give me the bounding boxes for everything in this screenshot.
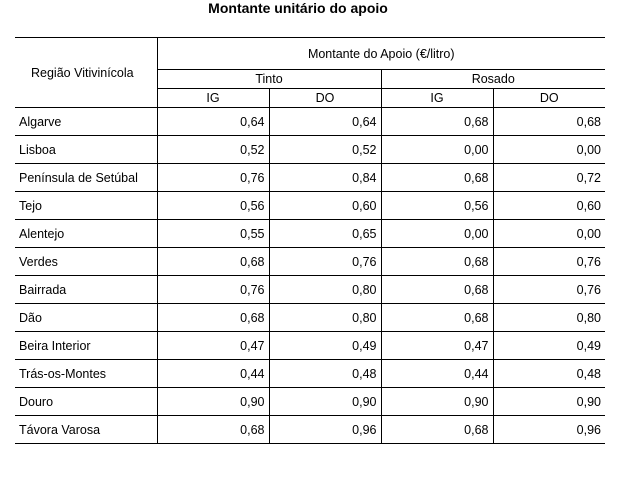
value-cell: 0,80 (269, 304, 381, 332)
table-row (15, 192, 605, 220)
value-cell: 0,47 (381, 332, 493, 360)
region-cell: Bairrada (15, 276, 157, 304)
value-cell: 0,68 (157, 304, 269, 332)
table-row (15, 136, 605, 164)
subcolumn-header-rosado-ig: IG (381, 89, 493, 108)
table-row (15, 332, 605, 360)
region-cell: Dão (15, 304, 157, 332)
value-cell: 0,90 (157, 388, 269, 416)
value-cell: 0,00 (381, 220, 493, 248)
table-row (15, 220, 605, 248)
value-cell: 0,84 (269, 164, 381, 192)
value-cell: 0,56 (381, 192, 493, 220)
value-cell: 0,80 (269, 276, 381, 304)
value-cell: 0,44 (381, 360, 493, 388)
value-cell: 0,96 (269, 416, 381, 444)
subcolumn-header-tinto-do: DO (269, 89, 381, 108)
value-cell: 0,55 (157, 220, 269, 248)
value-cell: 0,76 (157, 276, 269, 304)
group-header-tinto: Tinto (157, 70, 381, 89)
subcolumn-header-rosado-do: DO (493, 89, 605, 108)
value-cell: 0,64 (269, 108, 381, 136)
region-column-header: Região Vitivinícola (15, 38, 157, 108)
value-cell: 0,00 (381, 136, 493, 164)
value-cell: 0,80 (493, 304, 605, 332)
table-row (15, 360, 605, 388)
table-row (15, 304, 605, 332)
value-cell: 0,68 (381, 108, 493, 136)
amount-column-header: Montante do Apoio (€/litro) (157, 38, 605, 70)
value-cell: 0,76 (269, 248, 381, 276)
value-cell: 0,49 (269, 332, 381, 360)
value-cell: 0,60 (493, 192, 605, 220)
region-cell: Lisboa (15, 136, 157, 164)
support-amount-table (15, 37, 605, 444)
value-cell: 0,68 (381, 276, 493, 304)
value-cell: 0,68 (157, 248, 269, 276)
header-row-amount (15, 38, 605, 70)
table-row (15, 108, 605, 136)
page-title: Montante unitário do apoio (208, 0, 388, 16)
region-cell: Península de Setúbal (15, 164, 157, 192)
table-row (15, 276, 605, 304)
region-cell: Tejo (15, 192, 157, 220)
value-cell: 0,72 (493, 164, 605, 192)
value-cell: 0,68 (157, 416, 269, 444)
value-cell: 0,60 (269, 192, 381, 220)
region-cell: Beira Interior (15, 332, 157, 360)
region-cell: Douro (15, 388, 157, 416)
value-cell: 0,90 (493, 388, 605, 416)
value-cell: 0,52 (157, 136, 269, 164)
table-row (15, 164, 605, 192)
value-cell: 0,00 (493, 220, 605, 248)
value-cell: 0,68 (381, 164, 493, 192)
table-row (15, 248, 605, 276)
value-cell: 0,68 (381, 304, 493, 332)
table-row (15, 388, 605, 416)
value-cell: 0,44 (157, 360, 269, 388)
value-cell: 0,96 (493, 416, 605, 444)
value-cell: 0,68 (493, 108, 605, 136)
value-cell: 0,56 (157, 192, 269, 220)
value-cell: 0,48 (493, 360, 605, 388)
subcolumn-header-tinto-ig: IG (157, 89, 269, 108)
value-cell: 0,76 (493, 248, 605, 276)
value-cell: 0,47 (157, 332, 269, 360)
value-cell: 0,90 (381, 388, 493, 416)
value-cell: 0,65 (269, 220, 381, 248)
value-cell: 0,64 (157, 108, 269, 136)
value-cell: 0,68 (381, 416, 493, 444)
region-cell: Verdes (15, 248, 157, 276)
value-cell: 0,49 (493, 332, 605, 360)
value-cell: 0,76 (157, 164, 269, 192)
value-cell: 0,52 (269, 136, 381, 164)
value-cell: 0,00 (493, 136, 605, 164)
value-cell: 0,76 (493, 276, 605, 304)
value-cell: 0,48 (269, 360, 381, 388)
region-cell: Trás-os-Montes (15, 360, 157, 388)
region-cell: Alentejo (15, 220, 157, 248)
value-cell: 0,90 (269, 388, 381, 416)
table-row (15, 416, 605, 444)
region-cell: Távora Varosa (15, 416, 157, 444)
value-cell: 0,68 (381, 248, 493, 276)
group-header-rosado: Rosado (381, 70, 605, 89)
region-cell: Algarve (15, 108, 157, 136)
